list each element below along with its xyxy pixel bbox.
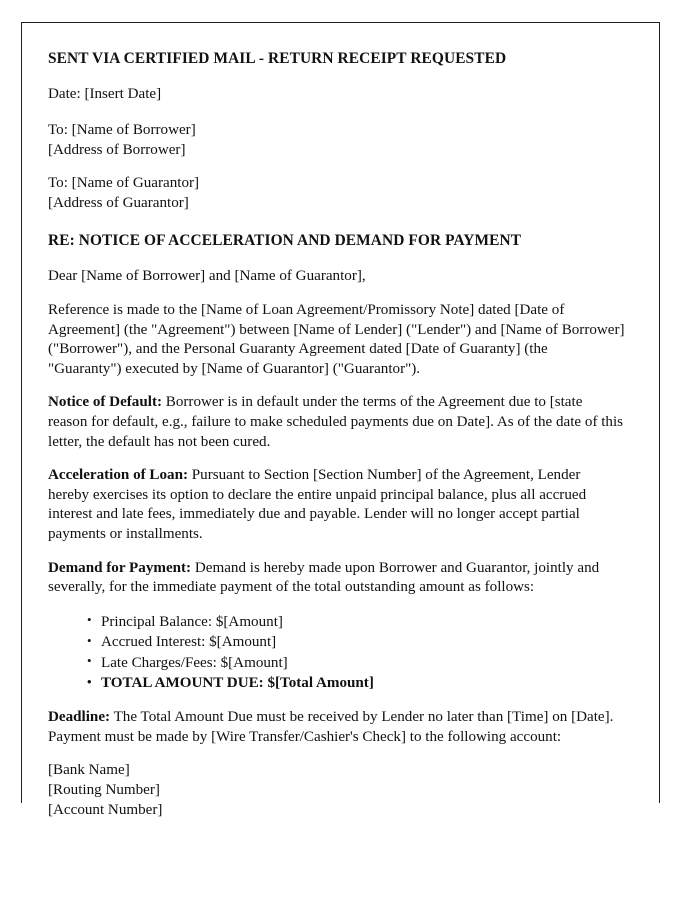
bank-name-line: [Bank Name] bbox=[48, 762, 130, 779]
document-title: SENT VIA CERTIFIED MAIL - RETURN RECEIPT REQUESTED bbox=[48, 50, 507, 67]
document-page bbox=[21, 22, 660, 818]
section-heading-notice-of-default: Notice of Default: bbox=[48, 394, 162, 411]
section-body-deadline: The Total Amount Due must be received by Lender no later than [Time] on [Date]. Payment must be made by [Wire Transfer/Cashier's Check] to the following account: bbox=[48, 708, 614, 745]
list-item: • Accrued Interest: $[Amount] bbox=[87, 632, 625, 653]
routing-number-line: [Routing Number] bbox=[48, 782, 160, 799]
borrower-to-line: To: [Name of Borrower] bbox=[48, 121, 196, 138]
section-notice-of-default bbox=[48, 393, 625, 452]
subject-line: RE: NOTICE OF ACCELERATION AND DEMAND FOR PAYMENT bbox=[48, 232, 522, 250]
section-body-acceleration-of-loan: Pursuant to Section [Section Number] of the Agreement, Lender hereby exercises its option to declare the entire unpaid principal balance, plus all accrued interest and late fees, immediately due and payable. Lender will no longer accept partial payments or installments. bbox=[48, 467, 587, 543]
section-heading-demand-for-payment: Demand for Payment: bbox=[48, 559, 192, 576]
section-demand-for-payment bbox=[48, 559, 625, 598]
section-body-notice-of-default: Borrower is in default under the terms of the Agreement due to [state reason for default, e.g., failure to make scheduled payments due on Date]. As of the date of this letter, the default has not been cured. bbox=[48, 394, 624, 450]
guarantor-address-block bbox=[48, 174, 625, 214]
borrower-address-block bbox=[48, 121, 625, 161]
reference-paragraph: Reference is made to the [Name of Loan Agreement/Promissory Note] dated [Date of Agreement] (the "Agreement") between [Name of Lender] ("Lender") and [Name of Borrower] ("Borrower"), and the Personal Guaranty Agreement dated [Date of Guaranty] (the "Guaranty") executed by [Name of Guarantor] ("Guarantor"). bbox=[48, 301, 625, 377]
section-body-demand-for-payment: Demand is hereby made upon Borrower and Guarantor, jointly and severally, for the immediate payment of the total outstanding amount as follows: bbox=[48, 559, 600, 596]
guarantor-to-line: To: [Name of Guarantor] bbox=[48, 175, 200, 192]
bank-details-block bbox=[48, 761, 625, 821]
date-line: Date: [Insert Date] bbox=[48, 86, 162, 103]
account-number-line: [Account Number] bbox=[48, 801, 163, 818]
amounts-list bbox=[48, 612, 625, 694]
borrower-address-line: [Address of Borrower] bbox=[48, 141, 186, 158]
list-item: • Late Charges/Fees: $[Amount] bbox=[87, 653, 625, 674]
salutation: Dear [Name of Borrower] and [Name of Guarantor], bbox=[48, 268, 366, 285]
document-body bbox=[48, 49, 625, 834]
guarantor-address-line: [Address of Guarantor] bbox=[48, 195, 189, 212]
section-heading-deadline: Deadline: bbox=[48, 708, 111, 725]
section-heading-acceleration-of-loan: Acceleration of Loan: bbox=[48, 467, 189, 484]
list-item-total-amount-due: • TOTAL AMOUNT DUE: $[Total Amount] bbox=[87, 673, 625, 694]
list-item: • Principal Balance: $[Amount] bbox=[87, 612, 625, 633]
section-acceleration-of-loan bbox=[48, 466, 625, 544]
section-deadline bbox=[48, 708, 625, 747]
